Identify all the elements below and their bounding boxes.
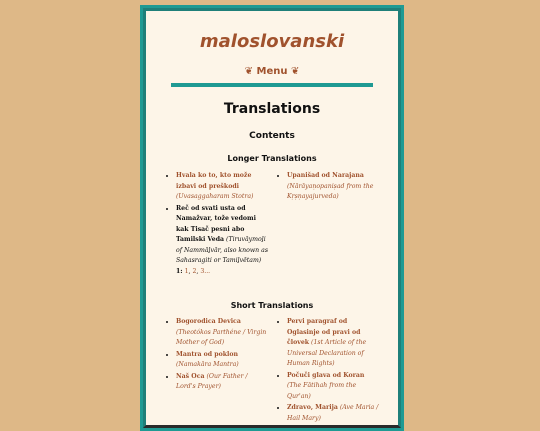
- list-item: [176, 350, 268, 371]
- list-item: [287, 371, 379, 403]
- translation-note: (Tiruvāymoḻi of Nammāḻvār, also known as Sahasragiti or Tamiḻvētam): [176, 236, 268, 264]
- list-item: [176, 204, 268, 278]
- translation-note: (Nārāyaṇopaniṣad from the Kṛṣṇayajurveda): [287, 182, 374, 200]
- page-links: 1: 1, 2, 3...: [176, 267, 211, 275]
- translation-link[interactable]: Naš Oca: [176, 372, 205, 380]
- translation-link[interactable]: Mantra od poklon: [176, 350, 238, 358]
- list-item: [176, 372, 268, 393]
- page-link-3[interactable]: 3: [200, 267, 205, 275]
- short-left-column: [168, 317, 268, 394]
- menu-button[interactable]: ❦ Menu ❦: [244, 66, 300, 77]
- page-link-1[interactable]: 1: [184, 267, 189, 275]
- list-item: [287, 171, 379, 203]
- translation-link[interactable]: Hvala ko to, kto može izbavi od preškodi: [176, 172, 252, 190]
- translation-note: (Theotókos Parthéne / Virgin Mother of God): [176, 328, 267, 346]
- short-right-column: [279, 317, 379, 425]
- translation-link[interactable]: Počuči glava od Koran: [287, 371, 365, 379]
- translation-title: Reč od svati usta od Namažvar, tože vedomi kak Tisač pesni abo Tamilski Veda: [176, 204, 256, 243]
- translation-note: (The Fātihah from the Qur'an): [287, 382, 357, 400]
- translation-link[interactable]: Upanišad od Narajana: [287, 172, 364, 179]
- translation-link[interactable]: Pervi paragraf od Oglasinje od pravi od človek: [287, 318, 361, 346]
- list-item: [287, 317, 379, 370]
- page-link-2[interactable]: 2: [192, 267, 197, 275]
- list-item: [176, 317, 268, 349]
- contents-heading: Contents: [249, 131, 295, 141]
- divider: [171, 83, 373, 87]
- short-translations-heading: Short Translations: [230, 301, 314, 310]
- longer-right-column: [279, 171, 379, 204]
- translation-link[interactable]: Zdravo, Marija: [287, 404, 338, 411]
- list-item: [287, 403, 379, 424]
- site-title[interactable]: maloslovanski: [199, 31, 345, 52]
- list-item: [176, 171, 268, 203]
- translation-note: (Our Father / Lord's Prayer): [176, 372, 248, 390]
- page-link-more[interactable]: ...: [204, 267, 211, 275]
- translation-note: (Ave Maria / Hail Mary): [287, 404, 379, 422]
- translation-note: (1st Article of the Universal Declaration of Human Rights): [287, 339, 367, 367]
- translation-note: (Namakāra Mantra): [176, 361, 239, 368]
- longer-left-column: [168, 171, 268, 278]
- page-content: [143, 8, 401, 428]
- translation-link[interactable]: Bogorodica Devica: [176, 318, 241, 325]
- translation-note: (Uvasaggaharam Stotra): [176, 193, 254, 200]
- page-title: Translations: [223, 101, 321, 117]
- page-frame: [140, 5, 404, 431]
- longer-translations-heading: Longer Translations: [227, 154, 317, 163]
- pages-label: 1:: [176, 267, 183, 275]
